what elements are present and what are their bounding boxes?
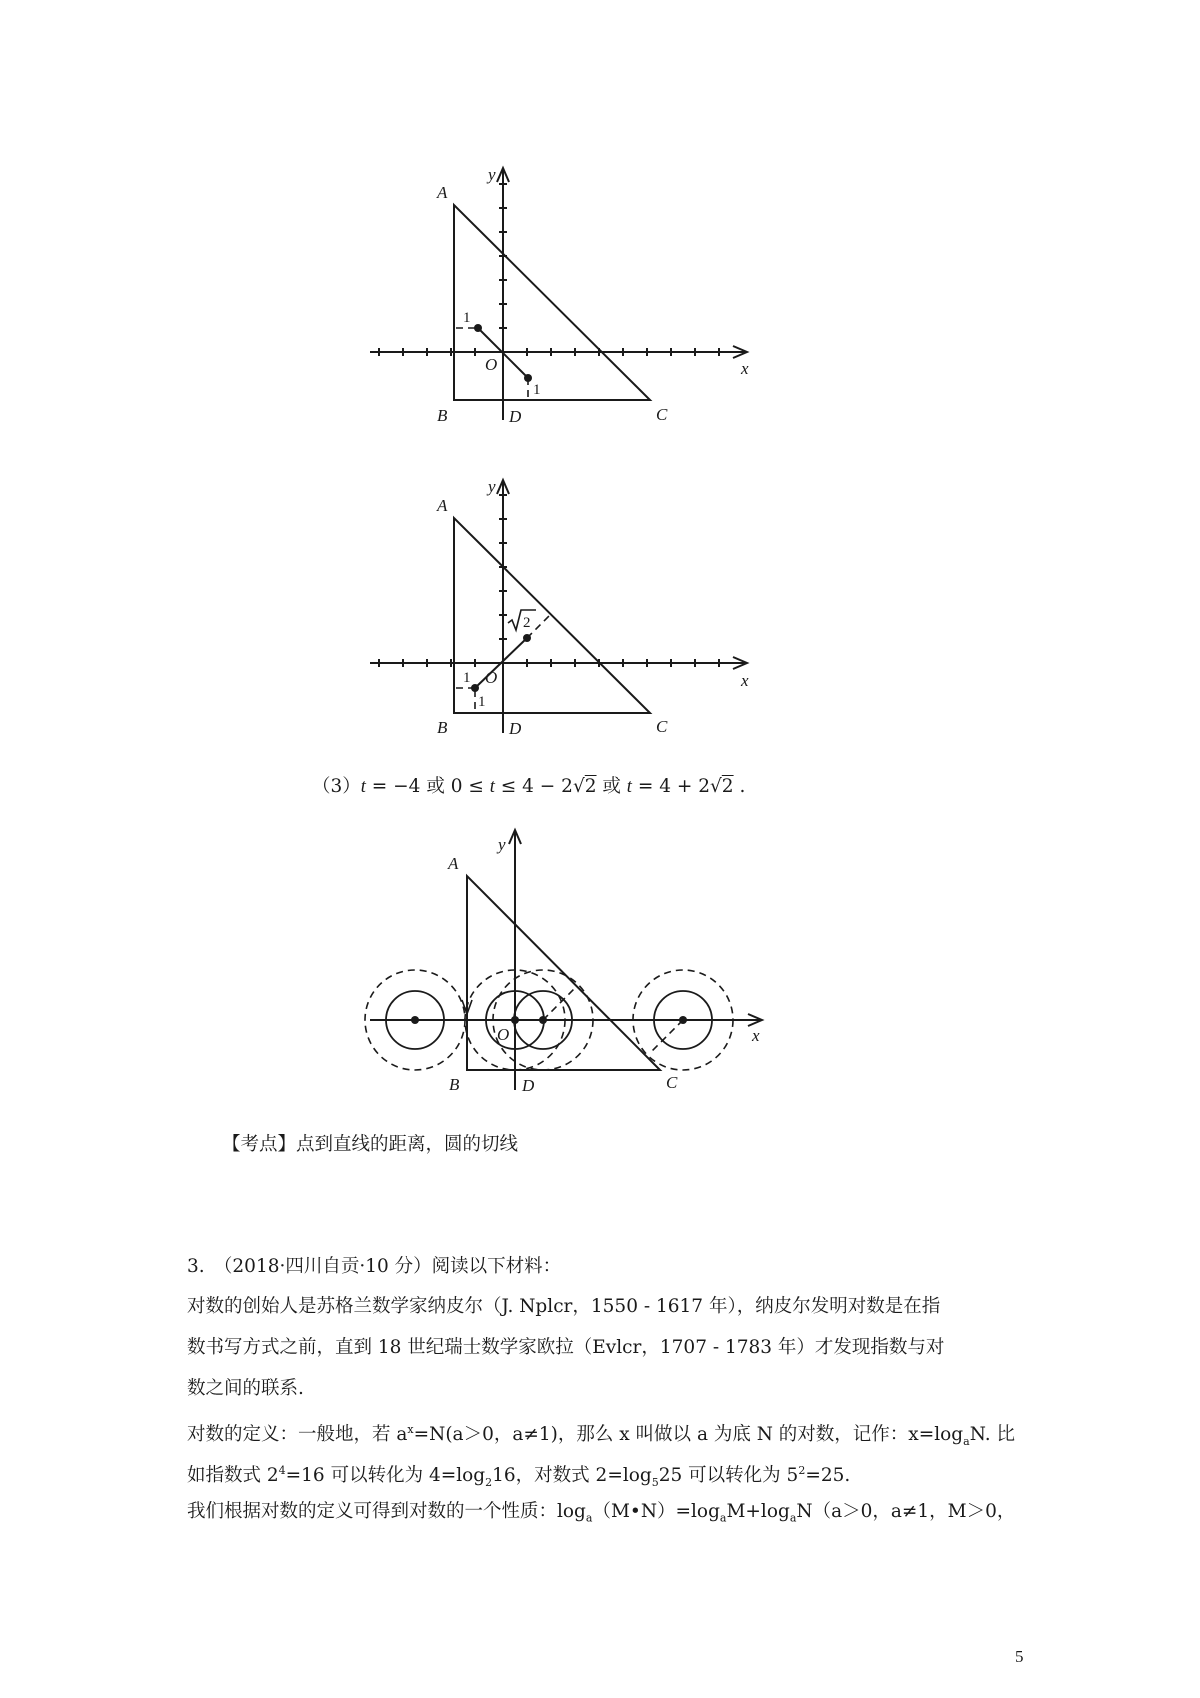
question-heading: 3. （2018·四川自贡·10 分）阅读以下材料： bbox=[187, 1256, 562, 1277]
label-a: A bbox=[437, 496, 448, 515]
label-y: y bbox=[498, 835, 506, 854]
axis-ticks bbox=[379, 184, 719, 356]
triangle-abc bbox=[454, 518, 650, 713]
label-c: C bbox=[656, 405, 668, 424]
y-axis bbox=[509, 830, 521, 1090]
label-o: O bbox=[485, 668, 498, 687]
label-y: y bbox=[488, 477, 496, 496]
label-b: B bbox=[437, 406, 448, 425]
label-a: A bbox=[437, 183, 448, 202]
label-a: A bbox=[448, 854, 459, 873]
label-y: y bbox=[488, 165, 496, 184]
label-b: B bbox=[437, 718, 448, 737]
question-text-line-2: 数书写方式之前，直到 18 世纪瑞士数学家欧拉（Evlcr，1707 - 1783 年）才发现指数与对 bbox=[187, 1337, 945, 1358]
dim-label-1: 1 bbox=[463, 310, 471, 326]
question-text-line-1: 对数的创始人是苏格兰数学家纳皮尔（J. Nplcr，1550 - 1617 年），纳皮尔发明对数是在指 bbox=[187, 1296, 941, 1317]
figure-1 bbox=[0, 0, 1200, 450]
y-axis bbox=[497, 480, 509, 733]
dim-label-2: 1 bbox=[478, 694, 486, 710]
y-axis bbox=[497, 168, 509, 420]
label-x: x bbox=[741, 359, 749, 378]
label-o: O bbox=[497, 1025, 510, 1044]
sqrt2-label bbox=[508, 610, 536, 631]
figure-2 bbox=[0, 470, 1200, 750]
label-c: C bbox=[666, 1073, 678, 1092]
x-axis bbox=[370, 1014, 762, 1026]
page-number: 5 bbox=[1015, 1647, 1024, 1666]
label-x: x bbox=[741, 671, 749, 690]
label-o: O bbox=[485, 355, 498, 374]
label-b: B bbox=[449, 1075, 460, 1094]
svg-text:2: 2 bbox=[523, 615, 531, 631]
label-d: D bbox=[509, 407, 522, 426]
kaodian-line: 【考点】点到直线的距离，圆的切线 bbox=[222, 1134, 519, 1155]
dim-label-2: 1 bbox=[533, 382, 541, 398]
label-c: C bbox=[656, 717, 668, 736]
property-line: 我们根据对数的定义可得到对数的一个性质：$\log_a(M•N)=\log_aM+\log_aN(a>0$，a≠1，M＞0， bbox=[187, 1501, 1016, 1525]
axis-ticks bbox=[379, 495, 719, 667]
question-text-line-3: 数之间的联系. bbox=[187, 1378, 304, 1399]
example-line: 如指数式 $2^4=16$ 可以转化为 $4=\log_216$，对数式 $2=\log_525$ 可以转化为 $5^2=25$. bbox=[187, 1464, 851, 1489]
figure-3 bbox=[0, 820, 1200, 1110]
label-d: D bbox=[522, 1076, 535, 1095]
triangle-abc bbox=[454, 205, 650, 400]
label-x: x bbox=[752, 1026, 760, 1045]
answer-3: （3）t = −4 或 0 ≤ t ≤ 4 − 2√2 或 t = 4 + 2√2 . bbox=[312, 776, 746, 797]
definition-line: 对数的定义：一般地，若 $a^x=N(a>0$，a≠1)，那么 x 叫做以 a 为底 N 的对数，记作：$x=\log_aN$. 比 bbox=[187, 1423, 1015, 1448]
dim-label-1: 1 bbox=[463, 670, 471, 686]
label-d: D bbox=[509, 719, 522, 738]
